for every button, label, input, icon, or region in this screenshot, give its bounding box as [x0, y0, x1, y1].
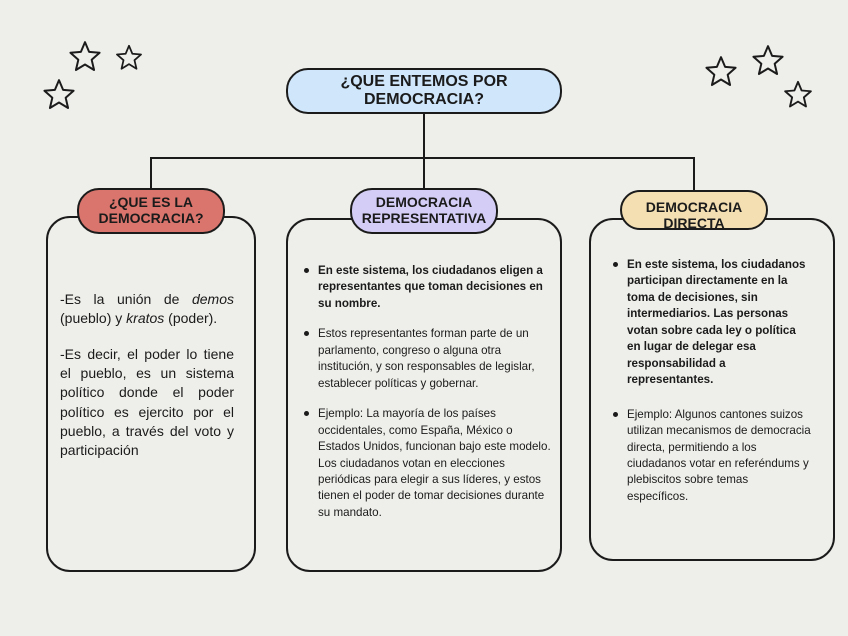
term-kratos: kratos [126, 310, 165, 327]
term-demos: demos [191, 291, 234, 307]
definition-paragraph-2: -Es decir, el poder lo tiene el pueblo, es un sistema político donde el poder político es ejercito por el pueblo, a través del voto y participación [60, 345, 234, 459]
star-icon [115, 44, 143, 72]
list-item: Estos representantes forman parte de un parlamento, congreso o alguna otra institución, y son responsables de legislar, establecer políticas y gobernar. [302, 326, 554, 392]
direct-heading [620, 190, 768, 230]
definition-paragraph-1 [60, 290, 234, 329]
definition-heading [77, 188, 225, 234]
main-title [286, 68, 562, 114]
list-item: En este sistema, los ciudadanos eligen a representantes que toman decisiones en su nombre. [302, 263, 554, 312]
representative-bullets [302, 263, 554, 535]
definition-text-pre: -Es la unión de [60, 291, 192, 307]
representative-heading-text: DEMOCRACIA REPRESENTATIVA [361, 194, 487, 226]
star-icon [704, 55, 738, 89]
definition-text-post: (poder). [164, 310, 218, 327]
list-item: Ejemplo: Algunos cantones suizos utilizan mecanismos de democracia directa, permitiendo a los ciudadanos votar en referéndums y plebiscitos sobre temas específicos. [611, 407, 811, 506]
star-icon [42, 78, 76, 112]
definition-heading-text: ¿QUE ES LA DEMOCRACIA? [98, 194, 204, 226]
direct-bullets [611, 257, 811, 519]
direct-heading-text: DEMOCRACIA DIRECTA [645, 199, 743, 230]
star-icon [783, 80, 813, 110]
representative-heading [350, 188, 498, 234]
star-icon [751, 44, 785, 78]
list-item: En este sistema, los ciudadanos participan directamente en la toma de decisiones, sin intermediarios. Las personas votan sobre cada ley o política en lugar de delegar esa responsabilidad a representantes. [611, 257, 811, 389]
definition-text [60, 290, 234, 477]
list-item: Ejemplo: La mayoría de los países occidentales, como España, México o Estados Unidos, funcionan bajo este modelo. Los ciudadanos votan en elecciones periódicas para elegir a sus líderes, y estos tienen el poder de tomar decisiones durante su mandato. [302, 406, 554, 521]
definition-text-mid: (pueblo) y [60, 310, 127, 327]
star-icon [68, 40, 102, 74]
main-title-text: ¿QUE ENTEMOS POR DEMOCRACIA? [340, 73, 508, 108]
